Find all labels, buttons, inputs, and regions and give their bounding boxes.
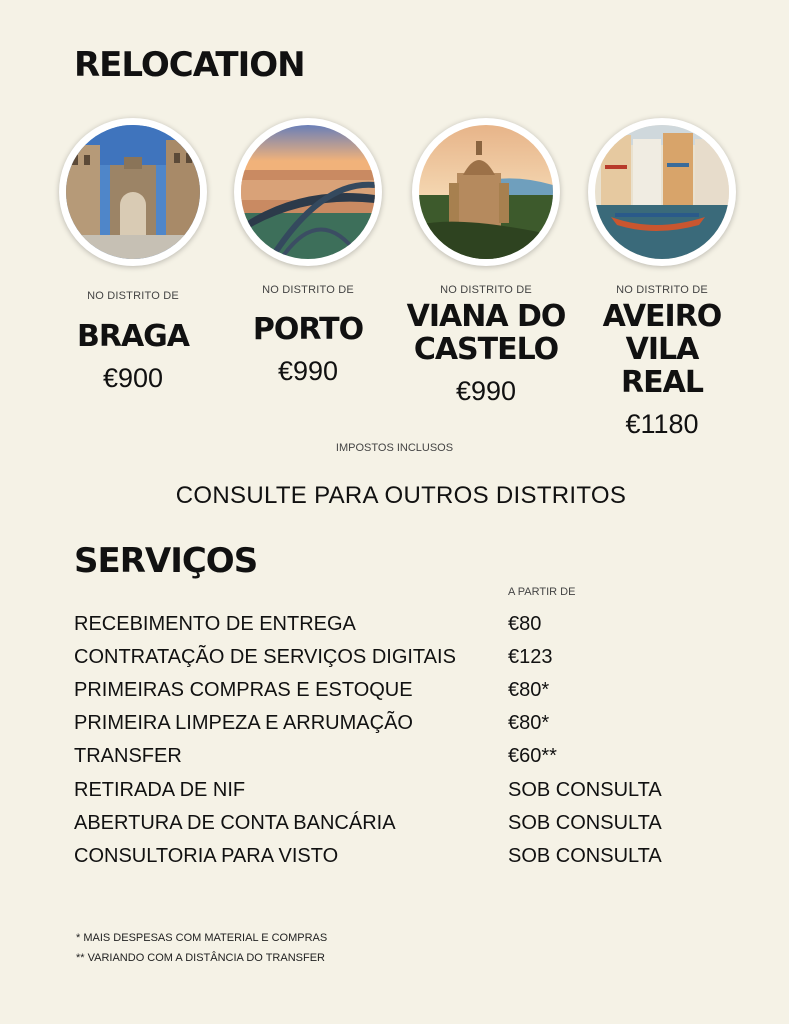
porto-photo — [234, 118, 382, 266]
city-price: €900 — [102, 363, 164, 393]
city-name: AVEIRO VILA REAL — [602, 299, 722, 400]
service-name: PRIMEIRA LIMPEZA E ARRUMAÇÃO — [74, 712, 413, 734]
relocation-title: RELOCATION — [74, 45, 305, 85]
city-price: €1180 — [625, 409, 699, 439]
viana-photo — [412, 118, 560, 266]
service-name: ABERTURA DE CONTA BANCÁRIA — [74, 812, 396, 834]
price-from-label: A PARTIR DE — [508, 586, 576, 598]
footnote-transfer-distance: ** VARIANDO COM A DISTÂNCIA DO TRANSFER — [76, 952, 325, 964]
city-card-viana-do-castelo — [406, 118, 566, 407]
city-card-porto — [228, 118, 388, 387]
aveiro-photo — [588, 118, 736, 266]
braga-photo — [59, 118, 207, 266]
district-label: NO DISTRITO DE — [440, 284, 532, 296]
service-price: €123 — [508, 646, 553, 668]
service-name: CONTRATAÇÃO DE SERVIÇOS DIGITAIS — [74, 646, 456, 668]
footnote-materials: * MAIS DESPESAS COM MATERIAL E COMPRAS — [76, 932, 328, 944]
service-name: RETIRADA DE NIF — [74, 779, 246, 801]
service-price: €80* — [508, 679, 550, 701]
district-label: NO DISTRITO DE — [616, 284, 708, 296]
service-name: PRIMEIRAS COMPRAS E ESTOQUE — [74, 679, 413, 701]
service-price: SOB CONSULTA — [508, 779, 662, 801]
city-name: VIANA DO CASTELO — [406, 299, 566, 367]
city-card-braga — [53, 118, 213, 394]
district-label: NO DISTRITO DE — [87, 290, 179, 302]
service-name: TRANSFER — [74, 745, 182, 767]
service-price: SOB CONSULTA — [508, 845, 662, 867]
city-price: €990 — [277, 356, 339, 386]
city-price: €990 — [455, 376, 517, 406]
service-price: €60** — [508, 745, 557, 767]
consult-other-districts: CONSULTE PARA OUTROS DISTRITOS — [175, 482, 627, 509]
city-name: BRAGA — [76, 319, 190, 354]
taxes-included-note: IMPOSTOS INCLUSOS — [335, 442, 454, 454]
service-price: €80 — [508, 613, 542, 635]
service-name: CONSULTORIA PARA VISTO — [74, 845, 339, 867]
city-card-aveiro-vila-real — [582, 118, 742, 440]
service-name: RECEBIMENTO DE ENTREGA — [74, 613, 356, 635]
services-title: SERVIÇOS — [74, 541, 258, 581]
city-name: PORTO — [252, 312, 364, 347]
service-price: €80* — [508, 712, 550, 734]
service-price: SOB CONSULTA — [508, 812, 662, 834]
district-label: NO DISTRITO DE — [262, 284, 354, 296]
